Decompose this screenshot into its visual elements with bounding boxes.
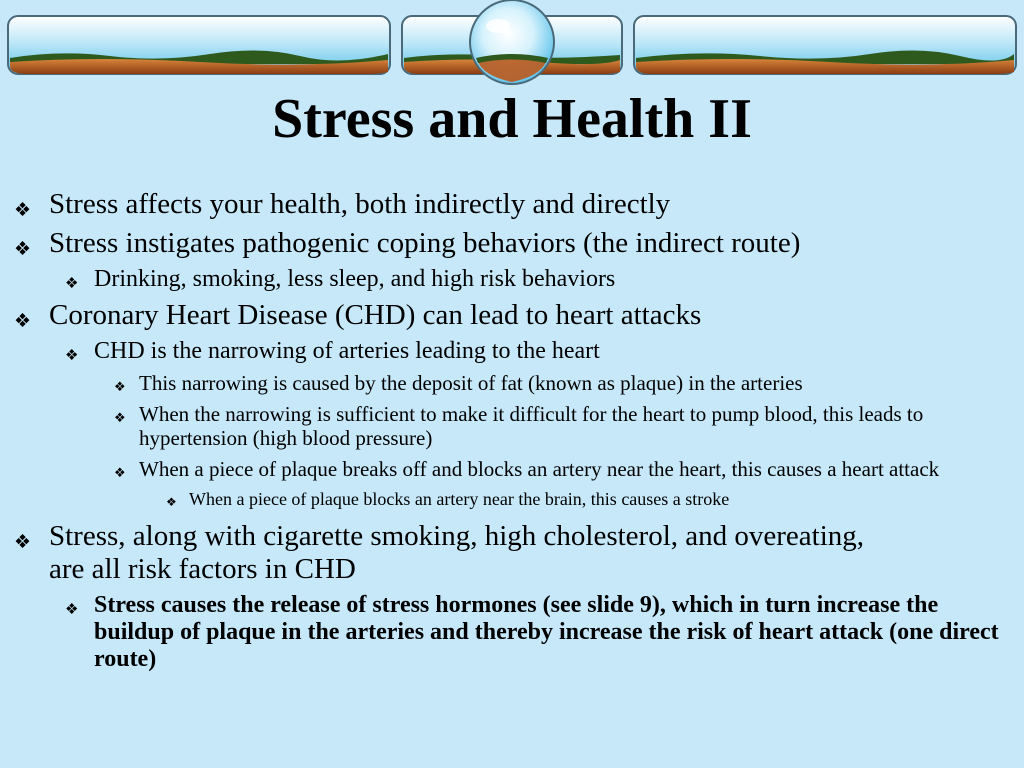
bullet-list xyxy=(0,188,1024,679)
bullet-text: This narrowing is caused by the deposit of fat (known as plaque) in the arteries xyxy=(139,371,803,395)
bullet-text: When a piece of plaque breaks off and blocks an artery near the heart, this causes a heart attack xyxy=(139,457,940,481)
diamond-bullet-icon: ❖ xyxy=(114,410,126,425)
bullet-text: When a piece of plaque blocks an artery near the brain, this causes a stroke xyxy=(189,489,730,509)
diamond-bullet-icon: ❖ xyxy=(14,532,32,553)
banner-panel-right xyxy=(634,16,1016,74)
diamond-bullet-icon: ❖ xyxy=(114,379,126,394)
bullet-text: Drinking, smoking, less sleep, and high risk behaviors xyxy=(94,266,616,292)
slide-title: Stress and Health II xyxy=(272,88,752,150)
bullet-item-level-3 xyxy=(0,402,1024,450)
bullet-item-level-2 xyxy=(0,338,1024,365)
bullet-text: Stress affects your health, both indirectly and directly xyxy=(49,188,671,220)
bullet-item-level-2 xyxy=(0,592,1024,673)
globe-emblem xyxy=(470,0,554,84)
bullet-item-level-2 xyxy=(0,266,1024,293)
bullet-text: Stress, along with cigarette smoking, high cholesterol, and overeating, are all risk factors in CHD xyxy=(49,520,865,585)
bullet-item-level-3 xyxy=(0,457,1024,481)
bullet-item-level-1 xyxy=(0,227,1024,260)
diamond-bullet-icon: ❖ xyxy=(166,495,177,509)
bullet-item-level-3 xyxy=(0,371,1024,395)
landscape-banner xyxy=(0,0,1024,90)
bullet-text: CHD is the narrowing of arteries leading to the heart xyxy=(94,338,600,364)
bullet-item-level-1 xyxy=(0,188,1024,221)
bullet-text: Stress causes the release of stress hormones (see slide 9), which in turn increase the buildup of plaque in the arteries and thereby increase the risk of heart attack (one direct route) xyxy=(94,592,999,672)
diamond-bullet-icon: ❖ xyxy=(14,239,32,260)
bullet-item-level-4 xyxy=(0,488,1024,510)
diamond-bullet-icon: ❖ xyxy=(65,276,79,292)
diamond-bullet-icon: ❖ xyxy=(114,465,126,480)
diamond-bullet-icon: ❖ xyxy=(14,200,32,221)
bullet-text: When the narrowing is sufficient to make it difficult for the heart to pump blood, this leads to hypertension (high blood pressure) xyxy=(139,402,924,450)
bullet-item-level-1 xyxy=(0,520,1024,586)
diamond-bullet-icon: ❖ xyxy=(65,602,79,618)
bullet-item-level-1 xyxy=(0,299,1024,332)
diamond-bullet-icon: ❖ xyxy=(14,311,32,332)
bullet-text: Stress instigates pathogenic coping behaviors (the indirect route) xyxy=(49,227,801,259)
banner-panel-left xyxy=(8,16,390,74)
bullet-text: Coronary Heart Disease (CHD) can lead to heart attacks xyxy=(49,299,702,331)
diamond-bullet-icon: ❖ xyxy=(65,348,79,364)
